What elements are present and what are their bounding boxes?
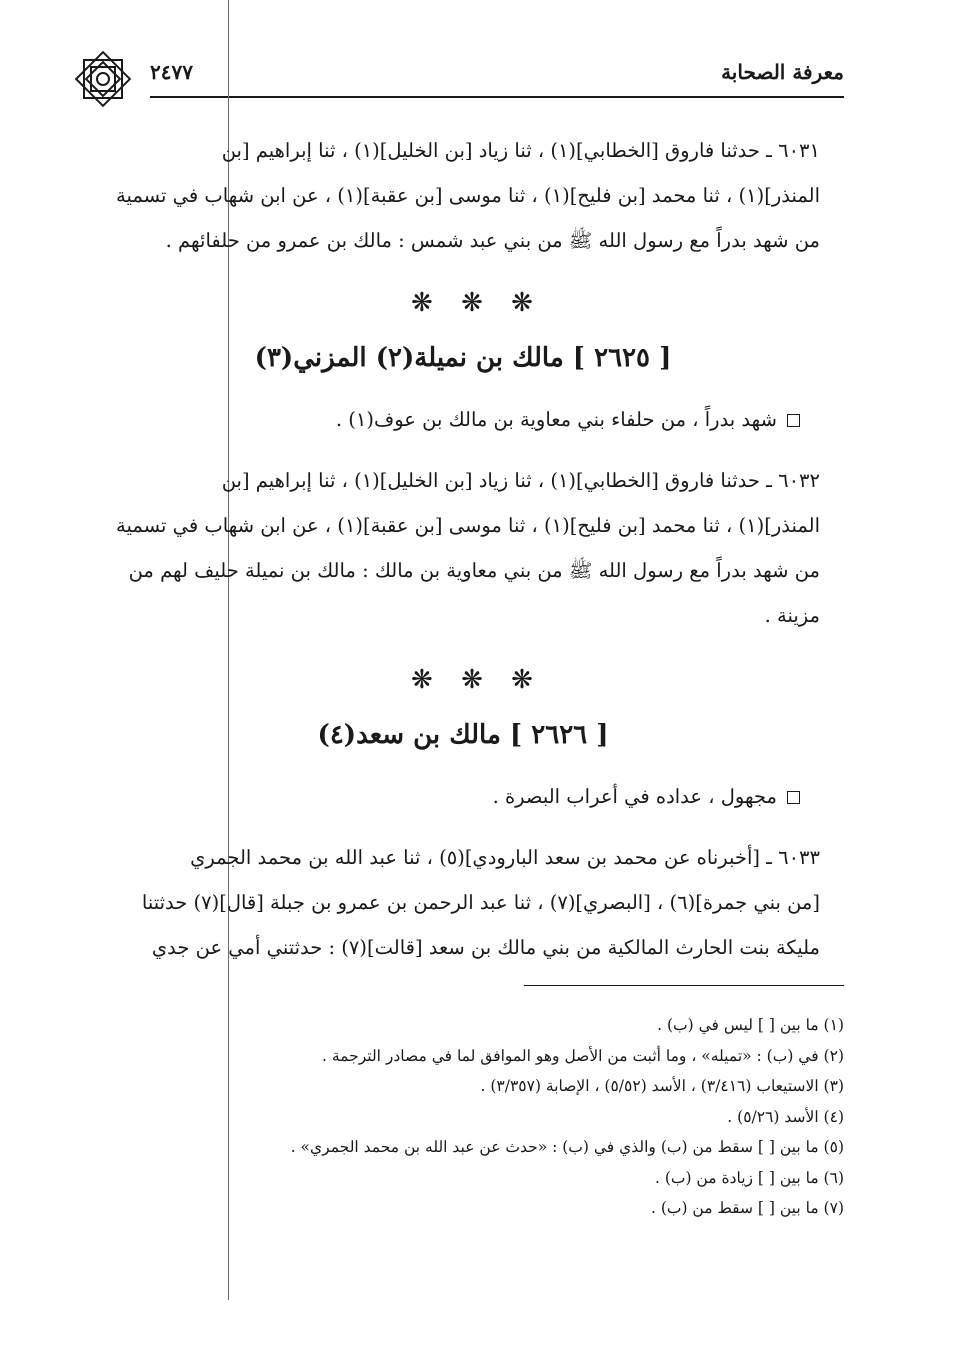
summary-text: شهد بدراً ، من حلفاء بني معاوية بن مالك بن عوف(١) . [335, 408, 777, 431]
footnote-item: (٥) ما بين [ ] سقط من (ب) والذي في (ب) : «حدث عن عبد الله بن محمد الجمري» . [290, 1138, 844, 1156]
footnote-item: (٧) ما بين [ ] سقط من (ب) . [650, 1199, 844, 1217]
text-line: من شهد بدراً مع رسول الله ﷺ من بني عبد شمس : مالك بن عمرو من حلفائهم . [165, 229, 820, 252]
page-header [70, 50, 844, 98]
footnote-item: (٢) في (ب) : «تميله» ، وما أثبت من الأصل وهو الموافق لما في مصادر الترجمة . [322, 1046, 844, 1065]
text-line: من شهد بدراً مع رسول الله ﷺ من بني معاوية بن مالك : مالك بن نميلة حليف لهم من [128, 559, 820, 582]
footnote-item: (٦) ما بين [ ] زيادة من (ب) . [654, 1168, 844, 1187]
square-bullet-icon [787, 791, 800, 804]
section-separator: ❋ ❋ ❋ [411, 665, 543, 695]
entry-heading-2626: [ ٢٦٢٦ ] مالك بن سعد(٤) [317, 720, 609, 750]
text-line: المنذر](١) ، ثنا محمد [بن فليح](١) ، ثنا موسى [بن عقبة](١) ، عن ابن شهاب في تسمية [116, 514, 820, 537]
entry-heading-2625: [ ٢٦٢٥ ] مالك بن نميلة(٢) المزني(٣) [254, 343, 672, 373]
footnote-item: (٣) الاستيعاب (٣/٤١٦) ، الأسد (٥/٥٢) ، الإصابة (٣/٣٥٧) . [480, 1077, 844, 1095]
running-title: معرفة الصحابة [721, 60, 844, 84]
text-line: ٦٠٣٣ ـ [أخبرناه عن محمد بن سعد البارودي](٥) ، ثنا عبد الله بن محمد الجمري [190, 846, 820, 869]
entry-summary-2626 [80, 785, 800, 808]
page-number: ٢٤٧٧ [150, 60, 193, 84]
header-rule [150, 96, 844, 98]
entry-summary-2625 [80, 408, 800, 431]
footnote-item: (١) ما بين [ ] ليس في (ب) . [657, 1016, 844, 1034]
square-bullet-icon [787, 414, 800, 427]
text-line: [من بني جمرة](٦) ، [البصري](٧) ، ثنا عبد الرحمن بن عمرو بن جبلة [قال](٧) حدثتنا [141, 891, 820, 914]
text-line: ٦٠٣٢ ـ حدثنا فاروق [الخطابي](١) ، ثنا زياد [بن الخليل](١) ، ثنا إبراهيم [بن [221, 469, 820, 492]
text-line: مليكة بنت الحارث المالكية من بني مالك بن سعد [قالت](٧) : حدثتني أمي عن جدي [151, 936, 820, 959]
summary-text: مجهول ، عداده في أعراب البصرة . [492, 785, 777, 808]
hadith-6031 [80, 128, 846, 263]
hadith-6033 [80, 835, 846, 970]
text-line: المنذر](١) ، ثنا محمد [بن فليح](١) ، ثنا موسى [بن عقبة](١) ، عن ابن شهاب في تسمية [116, 184, 820, 207]
footnote-rule [524, 985, 844, 986]
footnote-item: (٤) الأسد (٥/٢٦) . [727, 1107, 844, 1126]
text-line: مزينة . [764, 604, 820, 627]
text-line: ٦٠٣١ ـ حدثنا فاروق [الخطابي](١) ، ثنا زياد [بن الخليل](١) ، ثنا إبراهيم [بن [221, 139, 820, 162]
star-ornament-icon [70, 46, 136, 112]
hadith-6032 [80, 458, 846, 638]
section-separator: ❋ ❋ ❋ [411, 288, 543, 318]
